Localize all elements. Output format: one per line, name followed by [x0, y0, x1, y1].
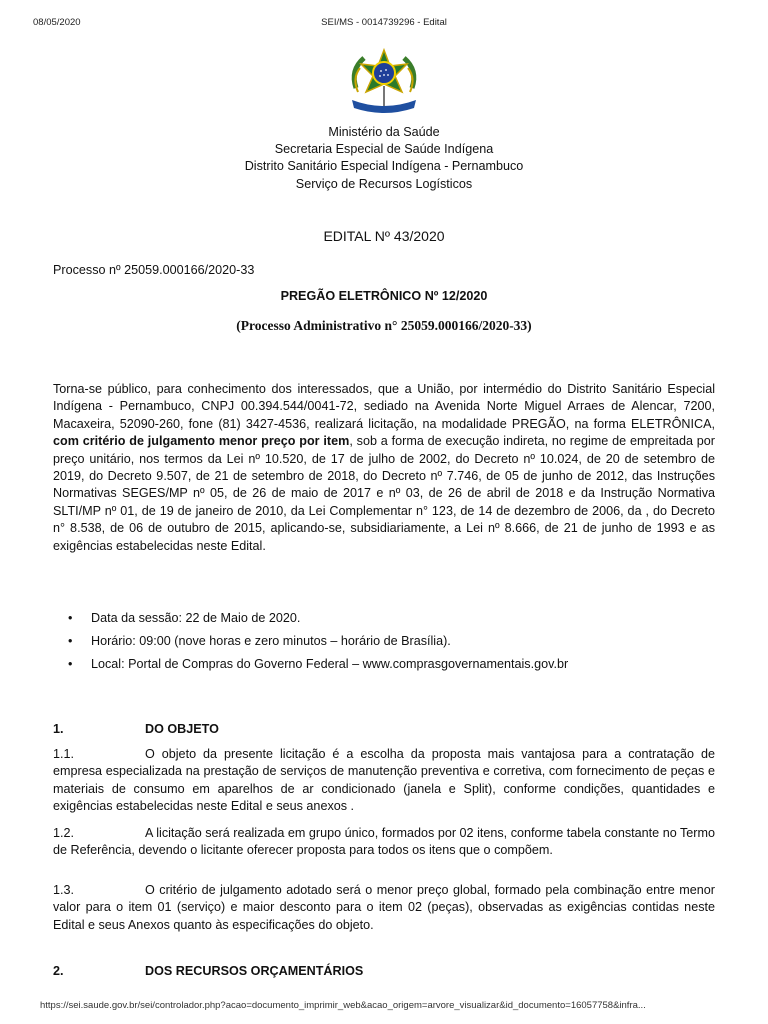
- brazil-coat-of-arms-icon: [342, 48, 426, 118]
- intro-paragraph: [53, 381, 715, 555]
- session-date: Data da sessão: 22 de Maio de 2020.: [91, 611, 301, 625]
- institution-secretariat: Secretaria Especial de Saúde Indígena: [274, 142, 494, 157]
- intro-text-part1: Torna-se público, para conhecimento dos interessados, que a União, por intermédio do Distrito Sanitário Especial Indígena - Pernambuco, CNPJ 00.394.544/0041-72, sediado na Avenida Norte Miguel Arraes de Alencar, 7200, Macaxeira, 52090-260, fone (81) 3427-4536, realizará licitação, na modalidade PREGÃO, na forma ELETRÔNICA,: [53, 382, 715, 431]
- print-date: 08/05/2020: [33, 17, 81, 28]
- institution-service: Serviço de Recursos Logísticos: [295, 176, 473, 191]
- intro-bold-criterion: com critério de julgamento menor preço por item: [53, 434, 350, 449]
- print-footer-url: https://sei.saude.gov.br/sei/controlador.php?acao=documento_imprimir_web&acao_origem=arvore_visualizar&id_documento=16057758&infra...: [40, 1000, 646, 1011]
- processo-administrativo: (Processo Administrativo n° 25059.000166/2020-33): [236, 318, 532, 333]
- clause-text: O critério de julgamento adotado será o menor preço global, formado pela combinação entre menor valor para o item 01 (serviço) e maior desconto para o item 02 (peças), observadas as exigências contidas neste Edital e seus Anexos quanto às especificações do objeto.: [53, 883, 715, 932]
- clause-number: 1.1.: [53, 747, 75, 761]
- print-header: [33, 17, 735, 29]
- section-heading-objeto: [53, 722, 219, 736]
- clause-1-3: [53, 882, 715, 934]
- section-title: DOS RECURSOS ORÇAMENTÁRIOS: [145, 964, 364, 978]
- section-number: 2.: [53, 964, 64, 978]
- processo-number: Processo nº 25059.000166/2020-33: [53, 263, 255, 277]
- list-item: [68, 610, 728, 633]
- section-number: 1.: [53, 722, 64, 736]
- session-time: Horário: 09:00 (nove horas e zero minutos – horário de Brasília).: [91, 634, 451, 648]
- list-item: [68, 633, 728, 656]
- print-document-title: SEI/MS - 0014739296 - Edital: [321, 17, 447, 28]
- edital-title: EDITAL Nº 43/2020: [323, 228, 445, 244]
- clause-number: 1.3.: [53, 883, 75, 897]
- session-info-list: [68, 610, 728, 679]
- clause-text: O objeto da presente licitação é a escolha da proposta mais vantajosa para a contratação de empresa especializada na prestação de serviços de manutenção preventiva e corretiva, com fornecimento de peças e materiais de consumo em aparelhos de ar condicionado (janela e Split), conforme condições, quantidades e exigências estabelecidas neste Edital e seus anexos .: [53, 747, 715, 814]
- section-title: DO OBJETO: [145, 722, 219, 736]
- institution-block: [0, 124, 768, 193]
- clause-1-2: [53, 825, 715, 860]
- intro-text-part2: , sob a forma de execução indireta, no regime de empreitada por preço unitário, nos termos da Lei nº 10.520, de 17 de julho de 2002, do Decreto nº 10.024, de 20 de setembro de 2019, do Decreto 9.507, de 21 de setembro de 2018, do Decreto nº 7.746, de 05 de junho de 2012, das Instruções Normativas SEGES/MP nº 05, de 26 de maio de 2017 e nº 03, de 26 de abril de 2018 e da Instrução Normativa SLTI/MP nº 01, de 19 de janeiro de 2010, da Lei Complementar n° 123, de 14 de dezembro de 2006, da , do Decreto n° 8.538, de 06 de outubro de 2015, aplicando-se, subsidiariamente, a Lei nº 8.666, de 21 de junho de 1993 e as exigências estabelecidas neste Edital.: [53, 434, 715, 553]
- institution-district: Distrito Sanitário Especial Indígena - Pernambuco: [244, 159, 524, 174]
- bullet-icon: •: [68, 611, 73, 625]
- bullet-icon: •: [68, 657, 73, 671]
- clause-1-1: [53, 746, 715, 816]
- clause-number: 1.2.: [53, 826, 75, 840]
- bullet-icon: •: [68, 634, 73, 648]
- institution-ministry: Ministério da Saúde: [328, 125, 440, 139]
- clause-text: A licitação será realizada em grupo único, formados por 02 itens, conforme tabela constante no Termo de Referência, devendo o licitante oferecer proposta para todos os itens que o compõem.: [53, 826, 715, 858]
- section-heading-recursos: [53, 964, 363, 978]
- pregao-title: PREGÃO ELETRÔNICO Nº 12/2020: [280, 289, 488, 303]
- session-location: Local: Portal de Compras do Governo Federal – www.comprasgovernamentais.gov.br: [91, 657, 569, 671]
- list-item: [68, 656, 728, 679]
